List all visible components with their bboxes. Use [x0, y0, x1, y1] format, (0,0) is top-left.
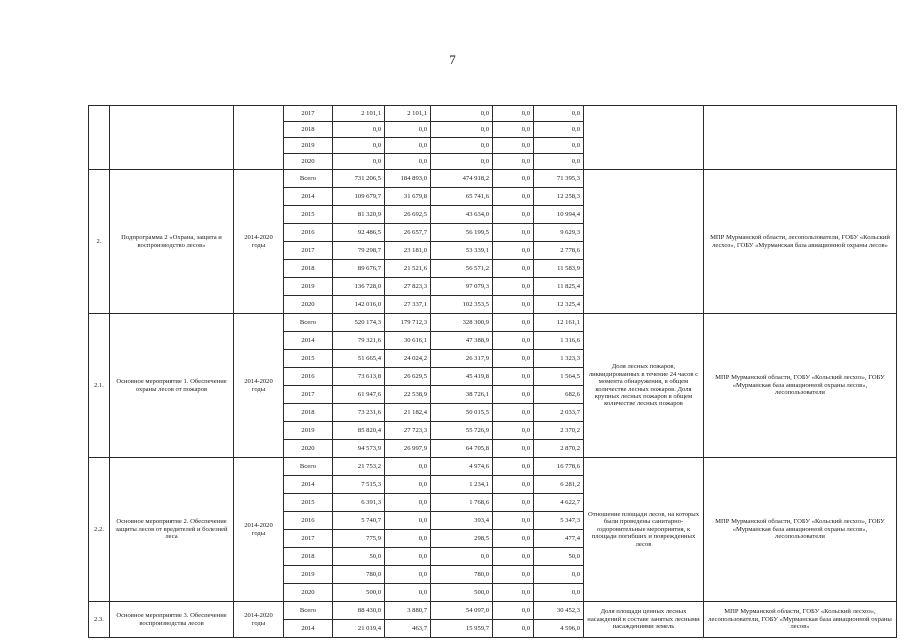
cell-value: 0,0: [493, 296, 534, 314]
cell-indicator: [584, 106, 704, 170]
cell-value: 1 234,1: [431, 476, 493, 494]
cell-value: 1 316,6: [534, 332, 584, 350]
cell-value: 0,0: [431, 548, 493, 566]
cell-period: [234, 106, 284, 170]
cell-value: 15 959,7: [431, 620, 493, 638]
cell-activity-name: Подпрограмма 2 «Охрана, защита и воспроизводство лесов»: [110, 170, 234, 314]
cell-value: 0,0: [385, 122, 431, 138]
cell-value: 89 676,7: [333, 260, 385, 278]
cell-value: 10 994,4: [534, 206, 584, 224]
cell-year: Всего: [284, 458, 333, 476]
cell-value: 0,0: [493, 548, 534, 566]
cell-value: 43 634,0: [431, 206, 493, 224]
cell-value: 27 337,1: [385, 296, 431, 314]
cell-value: 4 974,6: [431, 458, 493, 476]
cell-value: 2 778,6: [534, 242, 584, 260]
cell-year: 2014: [284, 188, 333, 206]
cell-value: 88 430,0: [333, 602, 385, 620]
cell-value: 11 825,4: [534, 278, 584, 296]
cell-value: 463,7: [385, 620, 431, 638]
cell-value: 0,0: [333, 122, 385, 138]
program-finance-table: [88, 105, 897, 638]
cell-value: 0,0: [333, 154, 385, 170]
cell-value: 0,0: [385, 138, 431, 154]
cell-year: Всего: [284, 602, 333, 620]
cell-value: 73 613,8: [333, 368, 385, 386]
cell-value: 12 258,3: [534, 188, 584, 206]
cell-year: 2016: [284, 368, 333, 386]
cell-year: 2019: [284, 278, 333, 296]
cell-year: 2016: [284, 224, 333, 242]
cell-year: Всего: [284, 314, 333, 332]
cell-value: 0,0: [493, 188, 534, 206]
cell-executor: [704, 106, 897, 170]
cell-indicator: Доля площади ценных лесных насаждений в составе занятых лесными насаждениями земель: [584, 602, 704, 638]
cell-value: 97 079,3: [431, 278, 493, 296]
cell-activity-name: [110, 106, 234, 170]
cell-value: 16 778,6: [534, 458, 584, 476]
cell-value: 65 741,6: [431, 188, 493, 206]
cell-value: 0,0: [493, 458, 534, 476]
cell-value: 0,0: [333, 138, 385, 154]
cell-year: 2017: [284, 530, 333, 548]
cell-value: 0,0: [493, 138, 534, 154]
cell-value: 179 712,3: [385, 314, 431, 332]
cell-activity-name: Основное мероприятие 1. Обеспечение охраны лесов от пожаров: [110, 314, 234, 458]
cell-value: 0,0: [534, 122, 584, 138]
cell-year: 2020: [284, 154, 333, 170]
cell-value: 85 820,4: [333, 422, 385, 440]
cell-period: 2014-2020 годы: [234, 170, 284, 314]
cell-value: 50,0: [333, 548, 385, 566]
table-row: [89, 314, 897, 332]
cell-value: 2 033,7: [534, 404, 584, 422]
cell-value: 64 705,8: [431, 440, 493, 458]
cell-number: 2.: [89, 170, 110, 314]
cell-value: 0,0: [493, 224, 534, 242]
cell-value: 23 181,0: [385, 242, 431, 260]
cell-value: 92 486,5: [333, 224, 385, 242]
cell-value: 2 870,2: [534, 440, 584, 458]
cell-value: 682,6: [534, 386, 584, 404]
cell-value: 0,0: [493, 602, 534, 620]
cell-value: 0,0: [493, 154, 534, 170]
cell-value: 102 353,5: [431, 296, 493, 314]
cell-value: 12 325,4: [534, 296, 584, 314]
cell-value: 27 723,3: [385, 422, 431, 440]
table-row: [89, 170, 897, 188]
cell-value: 21 019,4: [333, 620, 385, 638]
cell-year: Всего: [284, 170, 333, 188]
cell-value: 0,0: [493, 404, 534, 422]
cell-value: 780,0: [333, 566, 385, 584]
cell-year: 2015: [284, 350, 333, 368]
cell-value: 0,0: [493, 494, 534, 512]
cell-value: 0,0: [534, 154, 584, 170]
cell-value: 500,0: [431, 584, 493, 602]
cell-value: 26 317,9: [431, 350, 493, 368]
cell-number: 2.3.: [89, 602, 110, 638]
cell-value: 0,0: [534, 106, 584, 122]
cell-value: 0,0: [493, 422, 534, 440]
cell-value: 0,0: [385, 512, 431, 530]
cell-value: 328 300,9: [431, 314, 493, 332]
cell-number: 2.2.: [89, 458, 110, 602]
cell-value: 1 564,5: [534, 368, 584, 386]
cell-value: 0,0: [431, 106, 493, 122]
cell-value: 1 323,3: [534, 350, 584, 368]
cell-value: 0,0: [534, 138, 584, 154]
cell-value: 0,0: [493, 314, 534, 332]
cell-value: 21 521,6: [385, 260, 431, 278]
cell-value: 0,0: [385, 458, 431, 476]
cell-value: 45 419,8: [431, 368, 493, 386]
cell-value: 0,0: [385, 476, 431, 494]
cell-value: 2 370,2: [534, 422, 584, 440]
cell-value: 0,0: [493, 476, 534, 494]
cell-year: 2019: [284, 566, 333, 584]
cell-number: 2.1.: [89, 314, 110, 458]
cell-value: 5 347,3: [534, 512, 584, 530]
cell-year: 2014: [284, 620, 333, 638]
cell-value: 184 893,0: [385, 170, 431, 188]
cell-executor: МПР Мурманской области, лесопользователи, ГОБУ «Кольский лесхоз», ГОБУ «Мурманская база авиационной охраны лесов»: [704, 170, 897, 314]
cell-value: 775,9: [333, 530, 385, 548]
cell-value: 38 726,1: [431, 386, 493, 404]
cell-value: 27 823,3: [385, 278, 431, 296]
table-row: [89, 106, 897, 122]
cell-value: 0,0: [431, 122, 493, 138]
cell-period: 2014-2020 годы: [234, 602, 284, 638]
cell-value: 0,0: [534, 584, 584, 602]
cell-value: 50 015,5: [431, 404, 493, 422]
cell-value: 0,0: [493, 368, 534, 386]
cell-year: 2020: [284, 440, 333, 458]
cell-value: 26 657,7: [385, 224, 431, 242]
cell-value: 55 726,9: [431, 422, 493, 440]
cell-year: 2018: [284, 404, 333, 422]
cell-value: 0,0: [493, 170, 534, 188]
cell-year: 2018: [284, 548, 333, 566]
cell-year: 2017: [284, 386, 333, 404]
cell-value: 142 016,0: [333, 296, 385, 314]
cell-value: 0,0: [385, 548, 431, 566]
cell-activity-name: Основное мероприятие 3. Обеспечение воспроизводства лесов: [110, 602, 234, 638]
cell-value: 0,0: [385, 584, 431, 602]
cell-year: 2019: [284, 138, 333, 154]
cell-indicator: Отношение площади лесов, на которых были проведены санитарно-оздоровительные мероприятия, к площади погибших и поврежденных лесов: [584, 458, 704, 602]
cell-value: 30 616,1: [385, 332, 431, 350]
cell-value: 7 515,3: [333, 476, 385, 494]
cell-value: 500,0: [333, 584, 385, 602]
cell-executor: МПР Мурманской области, ГОБУ «Кольский лесхоз», ГОБУ «Мурманская база авиационной охраны лесов», лесопользователи: [704, 314, 897, 458]
cell-period: 2014-2020 годы: [234, 314, 284, 458]
cell-year: 2017: [284, 242, 333, 260]
cell-value: 109 679,7: [333, 188, 385, 206]
cell-value: 477,4: [534, 530, 584, 548]
cell-value: 0,0: [534, 566, 584, 584]
cell-value: 51 665,4: [333, 350, 385, 368]
cell-year: 2018: [284, 260, 333, 278]
cell-year: 2014: [284, 476, 333, 494]
cell-year: 2018: [284, 122, 333, 138]
cell-value: 22 538,9: [385, 386, 431, 404]
cell-value: 2 101,1: [333, 106, 385, 122]
cell-value: 0,0: [493, 106, 534, 122]
table-row: [89, 458, 897, 476]
cell-value: 6 281,2: [534, 476, 584, 494]
cell-value: 0,0: [431, 138, 493, 154]
cell-value: 2 101,1: [385, 106, 431, 122]
cell-indicator: [584, 170, 704, 314]
cell-year: 2020: [284, 296, 333, 314]
cell-value: 0,0: [431, 154, 493, 170]
cell-value: 6 391,3: [333, 494, 385, 512]
cell-year: 2015: [284, 206, 333, 224]
cell-value: 0,0: [493, 206, 534, 224]
cell-value: 50,0: [534, 548, 584, 566]
cell-value: 0,0: [385, 530, 431, 548]
cell-year: 2014: [284, 332, 333, 350]
cell-value: 474 918,2: [431, 170, 493, 188]
cell-value: 1 768,6: [431, 494, 493, 512]
cell-value: 3 880,7: [385, 602, 431, 620]
cell-value: 81 320,9: [333, 206, 385, 224]
cell-value: 73 231,6: [333, 404, 385, 422]
cell-value: 4 622,7: [534, 494, 584, 512]
cell-value: 0,0: [493, 620, 534, 638]
cell-value: 0,0: [493, 260, 534, 278]
cell-activity-name: Основное мероприятие 2. Обеспечение защиты лесов от вредителей и болезней леса: [110, 458, 234, 602]
cell-value: 0,0: [385, 494, 431, 512]
cell-executor: МПР Мурманской области, ГОБУ «Кольский лесхоз», лесопользователи, ГОБУ «Мурманская база авиационной охраны лесов»: [704, 602, 897, 638]
cell-year: 2016: [284, 512, 333, 530]
cell-value: 21 753,2: [333, 458, 385, 476]
cell-value: 780,0: [431, 566, 493, 584]
cell-value: 9 629,3: [534, 224, 584, 242]
cell-value: 0,0: [493, 440, 534, 458]
cell-value: 0,0: [493, 350, 534, 368]
cell-value: 30 452,3: [534, 602, 584, 620]
cell-value: 11 583,9: [534, 260, 584, 278]
cell-year: 2020: [284, 584, 333, 602]
cell-value: 5 740,7: [333, 512, 385, 530]
cell-value: 53 339,1: [431, 242, 493, 260]
cell-value: 56 199,5: [431, 224, 493, 242]
cell-value: 0,0: [493, 584, 534, 602]
cell-value: 26 629,5: [385, 368, 431, 386]
cell-value: 4 596,0: [534, 620, 584, 638]
cell-value: 393,4: [431, 512, 493, 530]
cell-executor: МПР Мурманской области, ГОБУ «Кольский лесхоз», ГОБУ «Мурманская база авиационной охраны лесов», лесопользователи: [704, 458, 897, 602]
cell-value: 79 298,7: [333, 242, 385, 260]
cell-value: 0,0: [493, 332, 534, 350]
cell-value: 56 571,2: [431, 260, 493, 278]
cell-value: 24 024,2: [385, 350, 431, 368]
cell-year: 2015: [284, 494, 333, 512]
cell-value: 0,0: [493, 512, 534, 530]
cell-value: 0,0: [493, 122, 534, 138]
table-row: [89, 602, 897, 620]
cell-value: 31 679,8: [385, 188, 431, 206]
cell-value: 298,5: [431, 530, 493, 548]
cell-value: 520 174,3: [333, 314, 385, 332]
cell-value: 94 573,9: [333, 440, 385, 458]
cell-value: 0,0: [385, 566, 431, 584]
cell-indicator: Доля лесных пожаров, ликвидированных в течение 24 часов с момента обнаружения, в общем количестве лесных пожаров. Доля крупных лесных пожаров в общем количестве лесных пожаров: [584, 314, 704, 458]
cell-number: [89, 106, 110, 170]
cell-value: 731 206,5: [333, 170, 385, 188]
cell-value: 0,0: [493, 278, 534, 296]
cell-value: 0,0: [493, 530, 534, 548]
cell-value: 12 161,1: [534, 314, 584, 332]
cell-value: 0,0: [493, 242, 534, 260]
cell-value: 79 321,6: [333, 332, 385, 350]
cell-value: 26 692,5: [385, 206, 431, 224]
cell-value: 136 728,0: [333, 278, 385, 296]
cell-value: 0,0: [385, 154, 431, 170]
cell-value: 0,0: [493, 386, 534, 404]
cell-value: 0,0: [493, 566, 534, 584]
page-number: 7: [449, 52, 456, 67]
cell-value: 26 997,9: [385, 440, 431, 458]
cell-value: 21 182,4: [385, 404, 431, 422]
cell-year: 2019: [284, 422, 333, 440]
cell-value: 71 395,3: [534, 170, 584, 188]
cell-year: 2017: [284, 106, 333, 122]
cell-value: 47 388,9: [431, 332, 493, 350]
cell-value: 54 097,0: [431, 602, 493, 620]
cell-period: 2014-2020 годы: [234, 458, 284, 602]
cell-value: 61 947,6: [333, 386, 385, 404]
